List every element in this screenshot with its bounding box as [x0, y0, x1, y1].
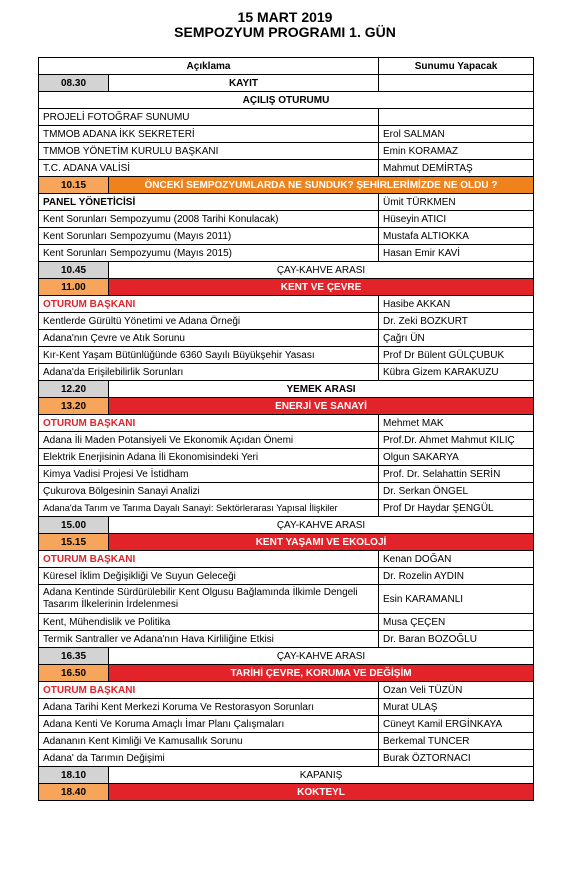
- desc-cell: Adana'da Tarım ve Tarıma Dayalı Sanayi: Sektörlerarası Yapısal İlişkiler: [39, 500, 379, 517]
- presenter-cell: Emin KORAMAZ: [379, 143, 534, 160]
- desc-cell: Kent, Mühendislik ve Politika: [39, 614, 379, 631]
- session-header: [39, 784, 534, 801]
- table-row: [39, 194, 534, 211]
- presenter-cell: Mahmut DEMİRTAŞ: [379, 160, 534, 177]
- table-row: [39, 585, 534, 614]
- col-desc-header: Açıklama: [39, 58, 379, 75]
- table-row: [39, 330, 534, 347]
- table-row: [39, 160, 534, 177]
- table-row: [39, 143, 534, 160]
- table-row: [39, 347, 534, 364]
- break-label: YEMEK ARASI: [109, 381, 534, 398]
- table-row: [39, 126, 534, 143]
- table-row: [39, 432, 534, 449]
- time-cell: 16.50: [39, 665, 109, 682]
- session-header: [39, 665, 534, 682]
- time-cell: 15.15: [39, 534, 109, 551]
- table-row: [39, 750, 534, 767]
- desc-cell: PANEL YÖNETİCİSİ: [39, 194, 379, 211]
- presenter-cell: Kübra Gizem KARAKUZU: [379, 364, 534, 381]
- table-row: [39, 614, 534, 631]
- presenter-cell: Mustafa ALTIOKKA: [379, 228, 534, 245]
- break-label: ÇAY-KAHVE ARASI: [109, 648, 534, 665]
- desc-cell: Kentlerde Gürültü Yönetimi ve Adana Örneği: [39, 313, 379, 330]
- desc-cell: PROJELİ FOTOĞRAF SUNUMU: [39, 109, 379, 126]
- table-row: [39, 500, 534, 517]
- desc-cell: OTURUM BAŞKANI: [39, 415, 379, 432]
- table-row: [39, 313, 534, 330]
- session-header: [39, 534, 534, 551]
- presenter-cell: Olgun SAKARYA: [379, 449, 534, 466]
- presenter-cell: Dr. Baran BOZOĞLU: [379, 631, 534, 648]
- desc-cell: Kır-Kent Yaşam Bütünlüğünde 6360 Sayılı Büyükşehir Yasası: [39, 347, 379, 364]
- table-row: [39, 699, 534, 716]
- table-row: [39, 296, 534, 313]
- presenter-cell: Dr. Zeki BOZKURT: [379, 313, 534, 330]
- time-cell: 18.10: [39, 767, 109, 784]
- session-header: [39, 177, 534, 194]
- presenter-cell: Burak ÖZTORNACI: [379, 750, 534, 767]
- desc-cell: Adana'da Erişilebilirlik Sorunları: [39, 364, 379, 381]
- session-title: AÇILIŞ OTURUMU: [39, 92, 534, 109]
- presenter-cell: Prof Dr Bülent GÜLÇUBUK: [379, 347, 534, 364]
- desc-cell: T.C. ADANA VALİSİ: [39, 160, 379, 177]
- break-label: ÇAY-KAHVE ARASI: [109, 262, 534, 279]
- desc-cell: Kent Sorunları Sempozyumu (Mayıs 2015): [39, 245, 379, 262]
- time-cell: 12.20: [39, 381, 109, 398]
- table-row: [39, 551, 534, 568]
- presenter-cell: Prof.Dr. Ahmet Mahmut KILIÇ: [379, 432, 534, 449]
- table-row: [39, 364, 534, 381]
- table-row: [39, 682, 534, 699]
- presenter-cell: Cüneyt Kamil ERGİNKAYA: [379, 716, 534, 733]
- presenter-cell: Hasibe AKKAN: [379, 296, 534, 313]
- presenter-cell: [379, 109, 534, 126]
- break-row: [39, 381, 534, 398]
- desc-cell: Çukurova Bölgesinin Sanayi Analizi: [39, 483, 379, 500]
- break-row: [39, 648, 534, 665]
- desc-cell: TMMOB ADANA İKK SEKRETERİ: [39, 126, 379, 143]
- table-row: [39, 568, 534, 585]
- table-row: [39, 716, 534, 733]
- break-label: KAPANIŞ: [109, 767, 534, 784]
- session-title: TARİHİ ÇEVRE, KORUMA VE DEĞİŞİM: [109, 665, 534, 682]
- presenter-cell: Çağrı ÜN: [379, 330, 534, 347]
- presenter-cell: Murat ULAŞ: [379, 699, 534, 716]
- presenter-cell: Prof. Dr. Selahattin SERİN: [379, 466, 534, 483]
- presenter-cell: Dr. Serkan ÖNGEL: [379, 483, 534, 500]
- empty-cell: [379, 75, 534, 92]
- desc-cell: Kent Sorunları Sempozyumu (Mayıs 2011): [39, 228, 379, 245]
- desc-cell: Adana'nın Çevre ve Atık Sorunu: [39, 330, 379, 347]
- session-title: ÖNCEKİ SEMPOZYUMLARDA NE SUNDUK? ŞEHİRLERİMİZDE NE OLDU ?: [109, 177, 534, 194]
- table-row: [39, 415, 534, 432]
- desc-cell: Kent Sorunları Sempozyumu (2008 Tarihi Konulacak): [39, 211, 379, 228]
- desc-cell: Küresel İklim Değişikliği Ve Suyun Geleceği: [39, 568, 379, 585]
- schedule-table: [38, 57, 534, 801]
- session-title: KOKTEYL: [109, 784, 534, 801]
- break-row: [39, 517, 534, 534]
- session-header: [39, 398, 534, 415]
- presenter-cell: Ozan Veli TÜZÜN: [379, 682, 534, 699]
- presenter-cell: Esin KARAMANLI: [379, 585, 534, 614]
- desc-cell: Termik Santraller ve Adana'nın Hava Kirliliğine Etkisi: [39, 631, 379, 648]
- desc-cell: Adana İli Maden Potansiyeli Ve Ekonomik Açıdan Önemi: [39, 432, 379, 449]
- table-row: [39, 211, 534, 228]
- table-header: [39, 58, 534, 75]
- closing-row: [39, 767, 534, 784]
- desc-cell: Elektrik Enerjisinin Adana İli Ekonomisindeki Yeri: [39, 449, 379, 466]
- time-cell: 15.00: [39, 517, 109, 534]
- presenter-cell: Musa ÇEÇEN: [379, 614, 534, 631]
- table-row: [39, 245, 534, 262]
- break-label: ÇAY-KAHVE ARASI: [109, 517, 534, 534]
- desc-cell: Adana Tarihi Kent Merkezi Koruma Ve Restorasyon Sorunları: [39, 699, 379, 716]
- desc-cell: Kimya Vadisi Projesi Ve İstidham: [39, 466, 379, 483]
- time-cell: 16.35: [39, 648, 109, 665]
- table-row: [39, 449, 534, 466]
- table-row: [39, 483, 534, 500]
- table-row: [39, 109, 534, 126]
- presenter-cell: Dr. Rozelin AYDIN: [379, 568, 534, 585]
- program-date: 15 MART 2019: [237, 9, 333, 25]
- presenter-cell: Prof Dr Haydar ŞENGÜL: [379, 500, 534, 517]
- table-row: [39, 228, 534, 245]
- desc-cell: OTURUM BAŞKANI: [39, 551, 379, 568]
- table-row: [39, 733, 534, 750]
- table-row: [39, 631, 534, 648]
- program-title: SEMPOZYUM PROGRAMI 1. GÜN: [174, 24, 396, 40]
- session-title: KENT YAŞAMI VE EKOLOJİ: [109, 534, 534, 551]
- desc-cell: Adana Kenti Ve Koruma Amaçlı İmar Planı Çalışmaları: [39, 716, 379, 733]
- presenter-cell: Kenan DOĞAN: [379, 551, 534, 568]
- time-cell: 18.40: [39, 784, 109, 801]
- table-row: [39, 466, 534, 483]
- presenter-cell: Ümit TÜRKMEN: [379, 194, 534, 211]
- desc-cell: Adana Kentinde Sürdürülebilir Kent Olgusu Bağlamında İlkimle Dengeli Tasarım İlkelerinin İrdelenmesi: [39, 585, 379, 614]
- session-header: [39, 279, 534, 296]
- presenter-cell: Hüseyin ATICI: [379, 211, 534, 228]
- presenter-cell: Erol SALMAN: [379, 126, 534, 143]
- desc-cell: OTURUM BAŞKANI: [39, 296, 379, 313]
- time-cell: 13.20: [39, 398, 109, 415]
- time-cell: 10.45: [39, 262, 109, 279]
- time-cell: 10.15: [39, 177, 109, 194]
- presenter-cell: Hasan Emir KAVİ: [379, 245, 534, 262]
- presenter-cell: Mehmet MAK: [379, 415, 534, 432]
- label-cell: KAYIT: [109, 75, 379, 92]
- session-title: ENERJİ VE SANAYİ: [109, 398, 534, 415]
- desc-cell: TMMOB YÖNETİM KURULU BAŞKANI: [39, 143, 379, 160]
- time-cell: 08.30: [39, 75, 109, 92]
- acilis-row: [39, 92, 534, 109]
- col-presenter-header: Sunumu Yapacak: [379, 58, 534, 75]
- time-cell: 11.00: [39, 279, 109, 296]
- session-title: KENT VE ÇEVRE: [109, 279, 534, 296]
- desc-cell: Adana' da Tarımın Değişimi: [39, 750, 379, 767]
- break-row: [39, 262, 534, 279]
- desc-cell: OTURUM BAŞKANI: [39, 682, 379, 699]
- presenter-cell: Berkemal TUNCER: [379, 733, 534, 750]
- kayit-row: [39, 75, 534, 92]
- desc-cell: Adananın Kent Kimliği Ve Kamusallık Sorunu: [39, 733, 379, 750]
